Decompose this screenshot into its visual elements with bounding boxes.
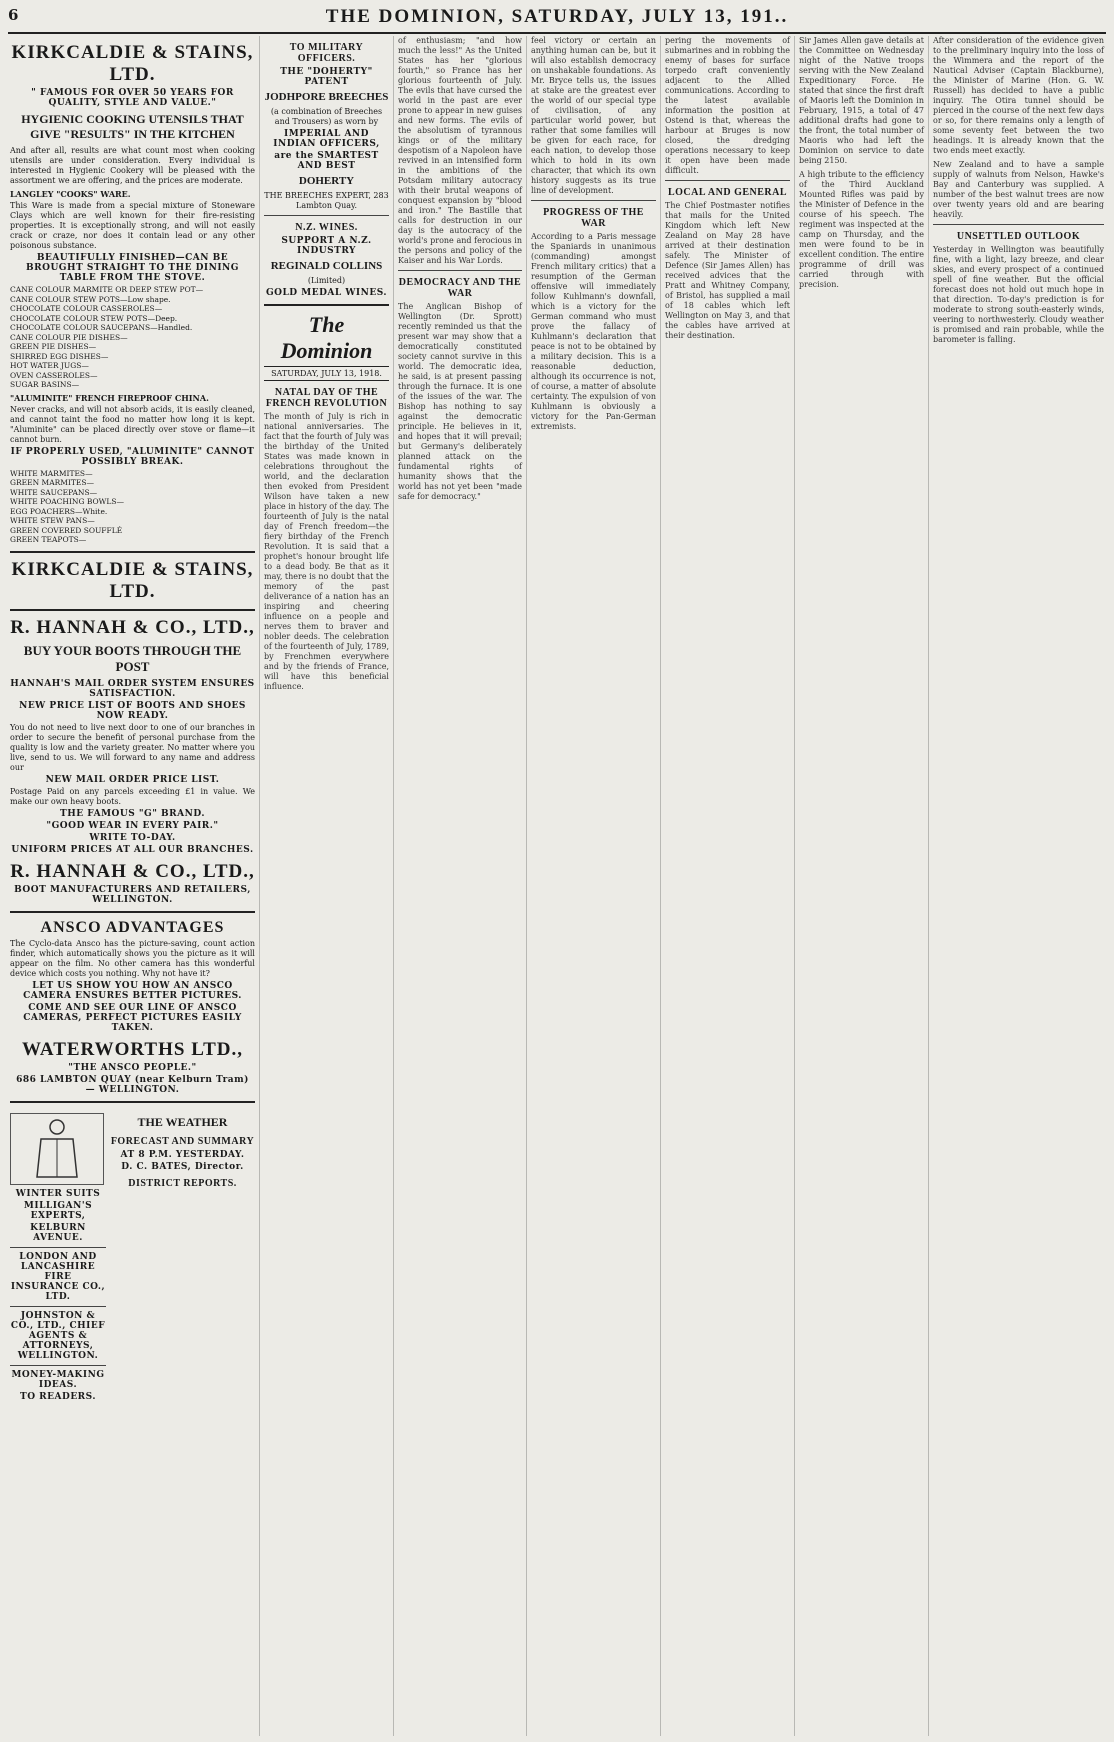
bates-signature: D. C. BATES, Director. xyxy=(121,1161,244,1172)
weather-section xyxy=(110,1109,255,1404)
ansco-show: LET US SHOW YOU HOW AN ANSCO CAMERA ENSURES BETTER PICTURES. xyxy=(23,980,242,1001)
reginald-ltd: (Limited) xyxy=(307,276,346,285)
local-text: The Chief Postmaster notifies that mails for the United Kingdom which left New Zealand on May 28 have arrived at their destination safely. The Minister of Defence (Sir James Allen) has received advices that the Pratt and Whitney Company, of Bristol, has supplied a mail of 18 cables which left Wellington on May 3, and that the cables have arrived at their destination. xyxy=(665,201,790,340)
column-7 xyxy=(929,36,1108,1736)
column-2 xyxy=(260,36,394,1736)
divider xyxy=(398,270,522,271)
col6-text-b: A high tribute to the efficiency of the Third Auckland Mounted Rifles was paid by the Minister of Defence in the course of his speech. The regiment was inspected at the camp on Thursday, and the men were found to be in excellent condition. The entire programme of drill was carried through with precision. xyxy=(799,170,924,289)
aluminite-text: Never cracks, and will not absorb acids, it is easily cleaned, and cannot taint the food no matter how long it is kept. "Aluminite" can be placed directly over stove or flame—it cannot burn. xyxy=(10,404,255,444)
divider xyxy=(665,180,790,181)
dateline: SATURDAY, JULY 13, 1918. xyxy=(264,366,389,381)
divider xyxy=(10,911,255,913)
price-line: OVEN CASSEROLES— xyxy=(10,370,98,380)
price-line: CANE COLOUR MARMITE OR DEEP STEW POT— xyxy=(10,285,204,294)
progress-text: According to a Paris message the Spaniards in unanimous (commanding) amongst French military critics) that a resumption of the German offensive will immediately follow Kuhlmann's downfall, which is a victory for the German command who must prove the fallacy of Kuhlmann's declaration that peace is not to be obtained by a military decision. This is a reasonable deduction, although its occurrence is not, of course, a matter of absolute certainty. The expulsion of von Kuhlmann is obviously a victory for the Pan-German extremists. xyxy=(531,232,656,431)
aluminite-heading: "ALUMINITE" FRENCH FIREPROOF CHINA. xyxy=(10,392,209,403)
hannah-title: R. HANNAH & CO., LTD., xyxy=(10,616,255,638)
suit-icon xyxy=(27,1117,87,1181)
divider xyxy=(10,609,255,611)
price-line: HOT WATER JUGS— xyxy=(10,361,89,370)
london-lancashire: LONDON AND LANCASHIRE FIRE INSURANCE CO., LTD. xyxy=(10,1251,106,1302)
divider xyxy=(264,304,389,306)
price-line: EGG POACHERS—White. xyxy=(10,506,108,516)
hannah-uniform: UNIFORM PRICES AT ALL OUR BRANCHES. xyxy=(11,844,254,855)
price-line: WHITE SAUCEPANS— xyxy=(10,487,98,497)
ansco-title: ANSCO ADVANTAGES xyxy=(40,918,225,936)
jodhpore: JODHPORE BREECHES xyxy=(264,91,389,103)
hannah-famous: THE FAMOUS "G" BRAND. xyxy=(60,808,205,819)
district-reports: DISTRICT REPORTS. xyxy=(128,1177,237,1189)
masthead xyxy=(8,6,1106,34)
waterworths-title: WATERWORTHS LTD., xyxy=(21,1038,244,1060)
beautifully-heading: BEAUTIFULLY FINISHED—CAN BE BROUGHT STRAIGHT TO THE DINING TABLE FROM THE STOVE. xyxy=(26,253,239,283)
column-3 xyxy=(394,36,527,1736)
hygienic-heading: HYGIENIC COOKING UTENSILS THAT GIVE "RESULTS" IN THE KITCHEN xyxy=(21,112,244,141)
price-line: GREEN MARMITES— xyxy=(10,478,95,487)
unsettled-title: UNSETTLED OUTLOOK xyxy=(956,231,1081,242)
doherty-logo: DOHERTY xyxy=(298,175,355,187)
column-6 xyxy=(795,36,929,1736)
breeches-expert: THE BREECHES EXPERT, 283 Lambton Quay. xyxy=(264,191,389,210)
milligans: MILLIGAN'S EXPERTS, xyxy=(23,1200,93,1221)
money-making: MONEY-MAKING IDEAS. xyxy=(11,1369,105,1390)
gold-medal: GOLD MEDAL WINES. xyxy=(265,288,388,298)
price-line: SHIRRED EGG DISHES— xyxy=(10,351,109,361)
to-readers: TO READERS. xyxy=(20,1391,96,1402)
price-line: CHOCOLATE COLOUR STEW POTS—Deep. xyxy=(10,313,178,323)
ansco-come: COME AND SEE OUR LINE OF ANSCO CAMERAS, PERFECT PICTURES EASILY TAKEN. xyxy=(23,1002,242,1033)
democracy-text: The Anglican Bishop of Wellington (Dr. Sprott) recently reminded us that the present war may show that a democratically constituted society cannot survive in this world. The democratic idea, he said, is at present passing through the furnace. It is one of the issues of the war. The Bishop has nothing to say against the democratic principle. He believes in it, and hopes that it will prevail; but Germany's deliberately planned attack on the fundamental rights of humanity shows that the world has not yet been "made safe for democracy." xyxy=(398,302,522,501)
divider xyxy=(933,224,1104,225)
column-5 xyxy=(661,36,795,1736)
smartest: are the SMARTEST AND BEST xyxy=(274,151,379,171)
col7-text-a: After consideration of the evidence given to the preliminary inquiry into the loss of the Wimmera and the report of the Nautical Adviser (Captain Blackburne), the Minister of Marine (Hon. G. W. Russell) has decided to have a public inquiry. The Otira tunnel should be pierced in the course of the next few days or so, for there remains only a length of some seventy feet between the two headings. It is already known that the two ends meet exactly. xyxy=(933,36,1104,155)
lower-ads xyxy=(10,1109,255,1404)
enthusiasm-text: of enthusiasm; "and how much the less!" As the United States has her "glorious fourth," so France has her glorious fourteenth of July. The evils that have cursed the world in the past are ever prone to appear in new guises and new forms. The evils of the absolutism of tyrannous kings or of the military despotism of a Napoleon have revived in an intensified form in the ambitions of the Potsdam military autocracy with their brutal weapons of conquest expansion by "blood and iron." The Bastille that calls for destruction in our day is the autocracy of the world's prone and ferocious in the persons and policy of the Kaiser and his War Lords. xyxy=(398,36,522,265)
price-line: CHOCOLATE COLOUR CASSEROLES— xyxy=(10,304,163,313)
column-4 xyxy=(527,36,661,1736)
divider xyxy=(10,1365,106,1366)
waterworths-sub: "THE ANSCO PEOPLE." xyxy=(68,1062,197,1073)
hygienic-intro: And after all, results are what count most when cooking utensils are under consideration. Every individual is interested in Hygienic Cookery will be pleased with the assortment we are offering, and the prices are moderate. xyxy=(10,146,255,185)
col5-text-a: pering the movements of submarines and in robbing the enemy of bases for surface torpedo craft conveniently adjacent to the Allied communications. According to the latest available information the position at Ostend is that, whereas the harbour at Bruges is now closed, the dredging operations necessary to keep it open have been made difficult. xyxy=(665,36,790,175)
price-line: GREEN TEAPOTS— xyxy=(10,535,87,544)
reginald: REGINALD COLLINS xyxy=(270,260,383,272)
price-line: SUGAR BASINS— xyxy=(10,380,80,389)
col7-text-b: New Zealand and to have a sample supply of walnuts from Nelson, Hawke's Bay and Canterbury was supplied. A number of the best walnut trees are now over twenty years old and are bearing heavily. xyxy=(933,160,1104,219)
divider xyxy=(531,200,656,201)
hannah-good: "GOOD WEAR IN EVERY PAIR." xyxy=(46,820,219,831)
column-ads xyxy=(6,36,260,1736)
divider xyxy=(264,215,389,216)
hannah-heading: BUY YOUR BOOTS THROUGH THE POST xyxy=(23,642,242,674)
progress-title: PROGRESS OF THE WAR xyxy=(543,207,644,229)
if-properly: IF PROPERLY USED, "ALUMINITE" CANNOT POSSIBLY BREAK. xyxy=(10,446,255,467)
col4-text-a: feel victory or certain an anything human can be, but it will also establish democracy on unshakable foundations. As Mr. Bryce tells us, the issues at stake are the greatest ever the world of our special type of civilisation, of any particular world power, but rather that some families will be given for each race, for each nation, to develop those which to hold in its own character, that which its own history suggests as its true line of development. xyxy=(531,36,656,195)
hannah-price: NEW PRICE LIST OF BOOTS AND SHOES NOW READY. xyxy=(19,700,246,721)
at-time: AT 8 P.M. YESTERDAY. xyxy=(120,1149,245,1160)
winter-suits: WINTER SUITS xyxy=(15,1188,101,1199)
hannah-mail: NEW MAIL ORDER PRICE LIST. xyxy=(45,774,220,785)
price-line: CANE COLOUR PIE DISHES— xyxy=(10,332,128,342)
price-list xyxy=(10,285,255,390)
hannah-footer: R. HANNAH & CO., LTD., xyxy=(10,860,255,882)
suit-illustration xyxy=(10,1113,104,1185)
combination: (a combination of Breeches and Trousers) as worn by xyxy=(270,107,383,126)
local-title: LOCAL AND GENERAL xyxy=(667,187,788,198)
price-line: CHOCOLATE COLOUR SAUCEPANS—Handled. xyxy=(10,323,193,332)
price-line: WHITE POACHING BOWLS— xyxy=(10,497,124,506)
kirkcaldie-tagline: " FAMOUS FOR OVER 50 YEARS FOR QUALITY, STYLE AND VALUE." xyxy=(31,88,234,108)
price-line: CANE COLOUR STEW POTS—Low shape. xyxy=(10,294,171,304)
hannah-footer-sub: BOOT MANUFACTURERS AND RETAILERS, WELLINGTON. xyxy=(14,884,251,905)
forecast-title: FORECAST AND SUMMARY xyxy=(110,1135,255,1147)
military-heading: TO MILITARY OFFICERS. xyxy=(289,42,364,64)
divider xyxy=(10,1306,106,1307)
price-line: GREEN PIE DISHES— xyxy=(10,342,97,351)
langley-text: This Ware is made from a special mixture of Stoneware Clays which are well known for their fire-resisting properties. It is exceptionally strong, and will not easily crack or craze, nor does it contain lead or any other poisonous substance. xyxy=(10,201,255,250)
kirkcaldie-footer: KIRKCALDIE & STAINS, LTD. xyxy=(11,558,254,602)
hannah-write: WRITE TO-DAY. xyxy=(89,832,176,843)
ansco-text: The Cyclo-data Ansco has the picture-saving, count action finder, which automatically shows you the picture as it will appear on the film. No other camera has this wonderful device which costs you nothing. Why not have it? xyxy=(10,938,255,978)
masthead-title: THE DOMINION, SATURDAY, JULY 13, 191.. xyxy=(325,6,789,27)
page-number: 6 xyxy=(8,6,19,24)
price-line: GREEN COVERED SOUFFLÉ xyxy=(10,525,123,535)
natal-title: NATAL DAY OF THE FRENCH REVOLUTION xyxy=(265,387,388,409)
price-line: WHITE MARMITES— xyxy=(10,468,93,478)
hannah-text: You do not need to live next door to one of our branches in order to secure the benefit of personal purchase from the quality is low and the variety greater. No matter where you live, send to us. We will forward to any name and address our xyxy=(10,722,255,772)
support: SUPPORT A N.Z. INDUSTRY xyxy=(281,236,372,256)
nz-wines: N.Z. WINES. xyxy=(295,222,358,233)
kirkcaldie-title: KIRKCALDIE & STAINS, LTD. xyxy=(11,42,254,85)
kelburn: KELBURN AVENUE. xyxy=(30,1222,86,1243)
dominion-flag: The Dominion xyxy=(280,312,373,363)
aluminite-list xyxy=(10,469,255,545)
natal-text: The month of July is rich in national anniversaries. The fact that the fourth of July was the birthday of the United States was made known in celebrations throughout the world, and the declaration then evoked from President Wilson have taken a new place in history of the day. The fourteenth of July is the natal day of French freedom—the fiery birthday of the French Revolution. It is said that a prophet's honour brought life to a dead body. Be that as it may, there is no doubt that the memory of the past deliverance of a nation has an inspiring and cheering influence on a people and nerves them to braver and nobler deeds. The celebration of the fourteenth of July, 1789, by Frenchmen everywhere and by the friends of France, will have this beneficial influence. xyxy=(264,412,389,691)
doherty-patent: THE "DOHERTY" PATENT xyxy=(280,67,373,87)
democracy-title: DEMOCRACY AND THE WAR xyxy=(398,277,522,299)
johnston: JOHNSTON & CO., LTD., CHIEF AGENTS & ATTORNEYS, WELLINGTON. xyxy=(10,1310,106,1361)
col6-text-a: Sir James Allen gave details at the Committee on Wednesday night of the Native troops serving with the New Zealand Expeditionary Force. He stated that since the first draft of Maoris left the Dominion in February, 1915, a total of 47 additional drafts had gone to the front, the total number of Maoris who had left the Dominion on service to date being 2150. xyxy=(799,36,924,165)
unsettled-text: Yesterday in Wellington was beautifully fine, with a light, lazy breeze, and clear skies, and every prospect of a continued spell of fine weather. But the official forecast does not hold out much hope in that direction. To-day's prediction is for moderate to strong south-easterly winds, veering to northwesterly. Cloudy weather is promised and rain probable, while the barometer is falling. xyxy=(933,245,1104,344)
hannah-postage: Postage Paid on any parcels exceeding £1 in value. We make our own heavy boots. xyxy=(10,786,255,806)
langley-heading: LANGLEY "COOKS" WARE. xyxy=(10,189,131,199)
divider xyxy=(10,1247,106,1248)
waterworths-addr: 686 LAMBTON QUAY (near Kelburn Tram) — WELLINGTON. xyxy=(16,1074,249,1095)
hannah-sub: HANNAH'S MAIL ORDER SYSTEM ENSURES SATISFACTION. xyxy=(10,678,255,699)
weather-title: THE WEATHER xyxy=(137,1114,228,1129)
imperial: IMPERIAL AND INDIAN OFFICERS, xyxy=(273,129,380,149)
price-line: WHITE STEW PANS— xyxy=(10,516,95,525)
divider xyxy=(10,551,255,553)
divider xyxy=(10,1101,255,1103)
lower-left-ads xyxy=(10,1109,106,1404)
